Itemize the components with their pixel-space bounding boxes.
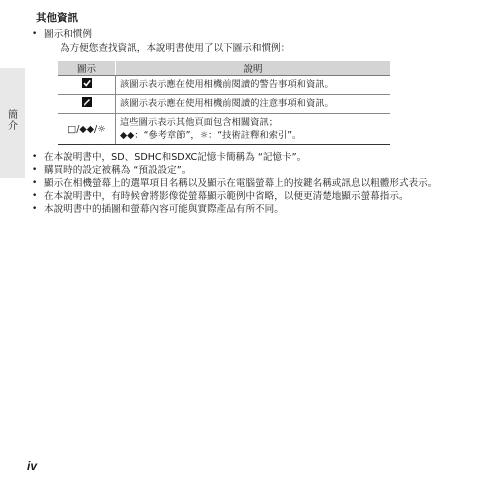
header-icon: 圖示	[58, 61, 116, 76]
icon-conventions-table	[58, 61, 390, 145]
note-description: 該圖示表示應在使用相機前閱讀的注意事項和資訊。	[116, 95, 391, 114]
reference-description-line-2: ◆◆：“參考章節”，☼：“技術註釋和索引”。	[120, 130, 302, 141]
list-item: • 在本說明書中，SD、SDHC和SDXC記憶卡簡稱為 “記憶卡”。	[31, 151, 471, 164]
reference-description-line-1: 這些圖示表示其他頁面包含相關資訊；	[120, 117, 279, 128]
reference-icons: □/◆◆/☼	[67, 123, 106, 135]
reference-icons-cell	[58, 114, 116, 145]
header-description: 說明	[116, 61, 391, 76]
section-title: 其他資訊	[36, 12, 78, 24]
table-header-row	[58, 61, 390, 76]
page-number: iv	[27, 459, 38, 473]
conventions-list	[31, 151, 471, 216]
caution-icon	[82, 80, 92, 91]
list-item: • 購買時的設定被稱為 “預設設定”。	[31, 164, 471, 177]
reference-description	[116, 114, 391, 145]
list-item: • 本說明書中的插圖和螢幕內容可能與實際產品有所不同。	[31, 203, 471, 216]
subsection-description: 為方便您查找資訊，本說明書使用了以下圖示和慣例：	[60, 43, 291, 54]
page-content	[31, 12, 471, 216]
table-row	[58, 95, 390, 114]
table-row	[58, 114, 390, 145]
list-item: • 顯示在相機螢幕上的選單項目名稱以及顯示在電腦螢幕上的按鍵名稱或訊息以粗體形式表示。	[31, 177, 471, 190]
caution-description: 該圖示表示應在使用相機前閱讀的警告事項和資訊。	[116, 76, 391, 95]
caution-icon-cell	[58, 76, 116, 95]
subsection-heading: • 圖示和慣例	[31, 28, 471, 41]
list-item: • 在本說明書中，有時候會將影像從螢幕顯示範例中省略，以便更清楚地顯示螢幕指示。	[31, 190, 471, 203]
chapter-tab-label: 簡介	[8, 110, 18, 132]
note-icon	[82, 99, 92, 110]
note-icon-cell	[58, 95, 116, 114]
table-row	[58, 76, 390, 95]
